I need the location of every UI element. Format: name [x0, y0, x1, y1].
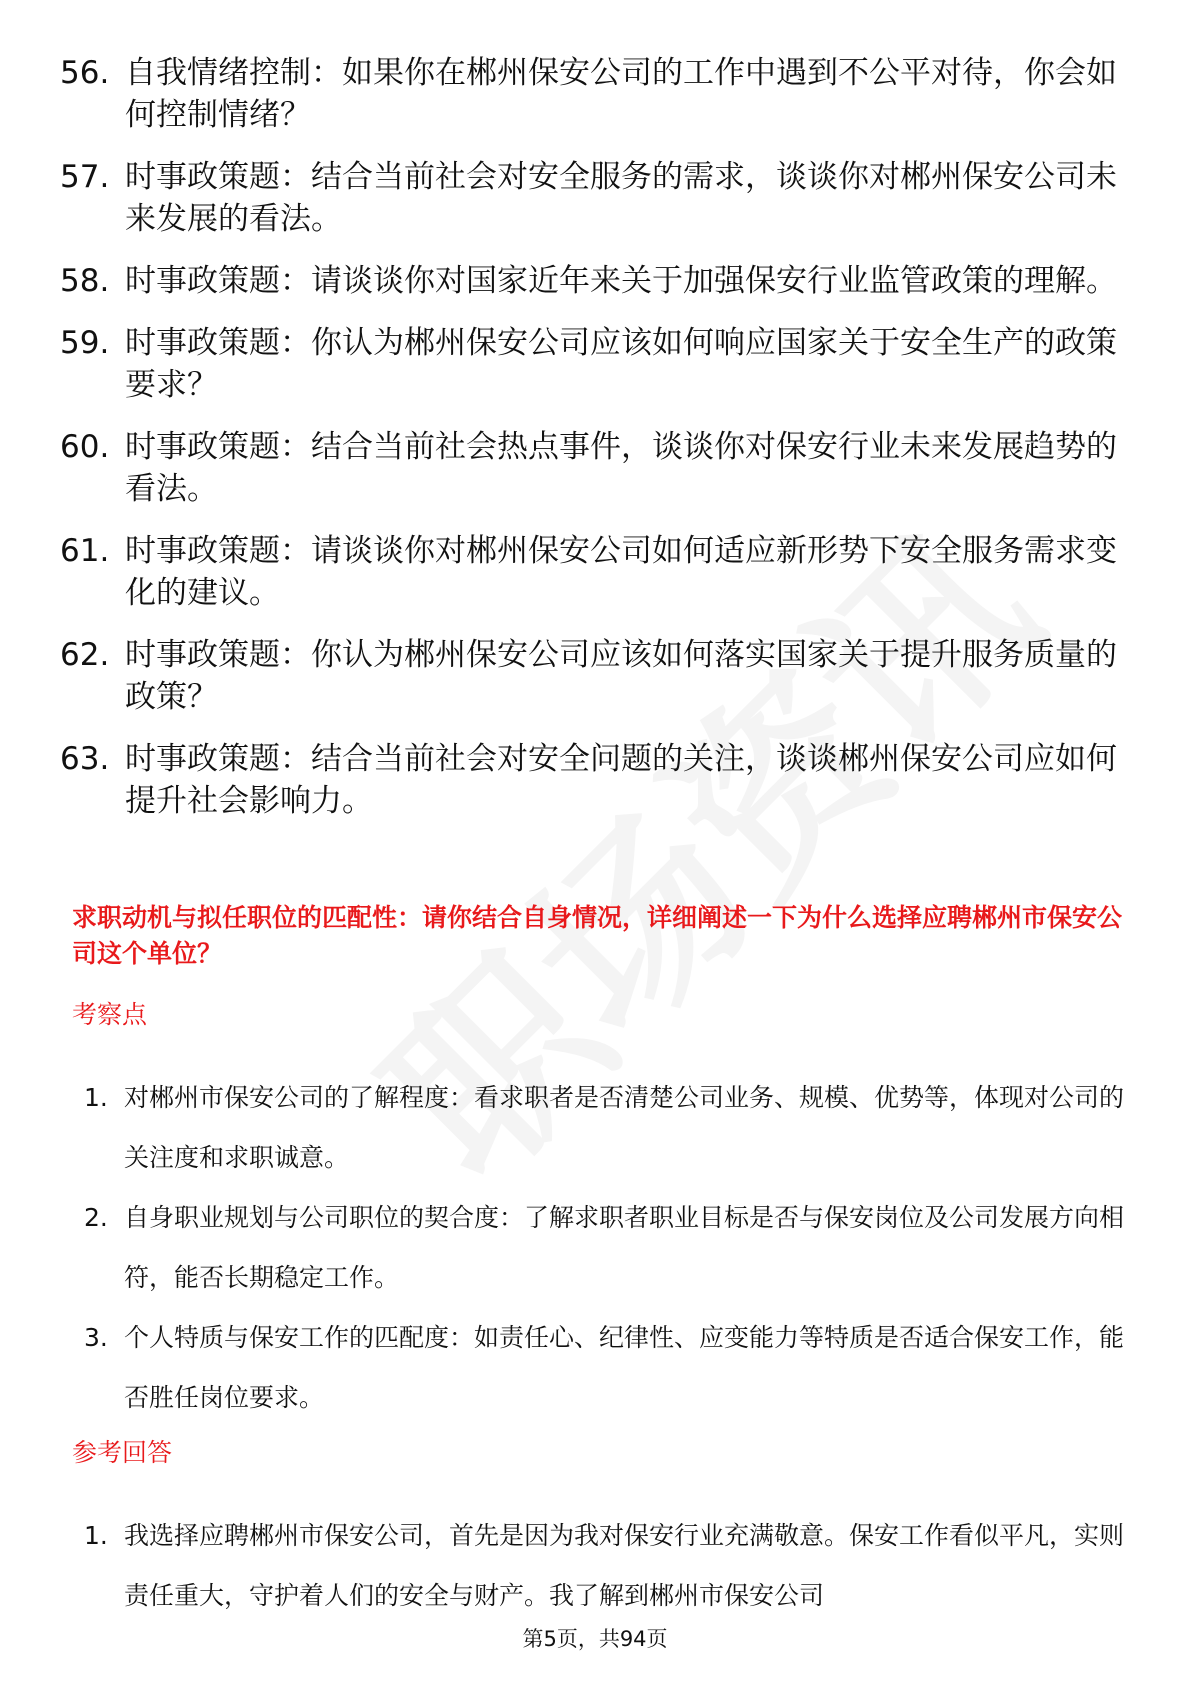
question-text: 时事政策题：结合当前社会对安全服务的需求，谈谈你对郴州保安公司未来发展的看法。 [125, 159, 1117, 237]
reference-label: 参考回答 [72, 1438, 173, 1467]
section-heading: 求职动机与拟任职位的匹配性：请你结合自身情况，详细阐述一下为什么选择应聘郴州市保安公司这个单位？ [72, 903, 1123, 968]
question-number: 62. [60, 637, 110, 673]
kaocha-point-list [84, 1068, 1124, 1428]
point-text: 个人特质与保安工作的匹配度：如责任心、纪律性、应变能力等特质是否适合保安工作，能否胜任岗位要求。 [124, 1323, 1125, 1412]
question-item [60, 530, 1120, 614]
question-text: 时事政策题：结合当前社会热点事件，谈谈你对保安行业未来发展趋势的看法。 [125, 429, 1117, 507]
point-text: 自身职业规划与公司职位的契合度：了解求职者职业目标是否与保安岗位及公司发展方向相符，能否长期稳定工作。 [124, 1203, 1125, 1292]
question-item [60, 322, 1120, 406]
question-text: 时事政策题：请谈谈你对郴州保安公司如何适应新形势下安全服务需求变化的建议。 [125, 533, 1117, 611]
question-number: 61. [60, 533, 110, 569]
question-text: 时事政策题：请谈谈你对国家近年来关于加强保安行业监管政策的理解。 [125, 263, 1117, 299]
point-text: 我选择应聘郴州市保安公司，首先是因为我对保安行业充满敬意。保安工作看似平凡，实则责任重大，守护着人们的安全与财产。我了解到郴州市保安公司 [124, 1521, 1125, 1610]
point-number: 1. [84, 1083, 108, 1112]
kaocha-point [84, 1068, 1124, 1188]
question-text: 自我情绪控制：如果你在郴州保安公司的工作中遇到不公平对待，你会如何控制情绪？ [125, 55, 1117, 133]
point-number: 2. [84, 1203, 108, 1232]
question-item [60, 738, 1120, 822]
point-text: 对郴州市保安公司的了解程度：看求职者是否清楚公司业务、规模、优势等，体现对公司的关注度和求职诚意。 [124, 1083, 1125, 1172]
reference-point [84, 1506, 1124, 1626]
question-text: 时事政策题：结合当前社会对安全问题的关注，谈谈郴州保安公司应如何提升社会影响力。 [125, 741, 1117, 819]
question-item [60, 426, 1120, 510]
reference-point-list [84, 1506, 1124, 1626]
question-item [60, 156, 1120, 240]
question-number: 63. [60, 741, 110, 777]
question-item [60, 52, 1120, 136]
question-item [60, 260, 1120, 302]
question-number: 60. [60, 429, 110, 465]
question-number: 57. [60, 159, 110, 195]
page-footer: 第5页，共94页 [522, 1627, 668, 1651]
question-item [60, 634, 1120, 718]
question-text: 时事政策题：你认为郴州保安公司应该如何响应国家关于安全生产的政策要求？ [125, 325, 1117, 403]
point-number: 1. [84, 1521, 108, 1550]
point-number: 3. [84, 1323, 108, 1352]
question-number: 59. [60, 325, 110, 361]
kaocha-point [84, 1188, 1124, 1308]
kaocha-point [84, 1308, 1124, 1428]
question-number: 58. [60, 263, 110, 299]
question-text: 时事政策题：你认为郴州保安公司应该如何落实国家关于提升服务质量的政策？ [125, 637, 1117, 715]
question-list [60, 52, 1120, 842]
question-number: 56. [60, 55, 110, 91]
kaocha-label: 考察点 [72, 1000, 148, 1029]
